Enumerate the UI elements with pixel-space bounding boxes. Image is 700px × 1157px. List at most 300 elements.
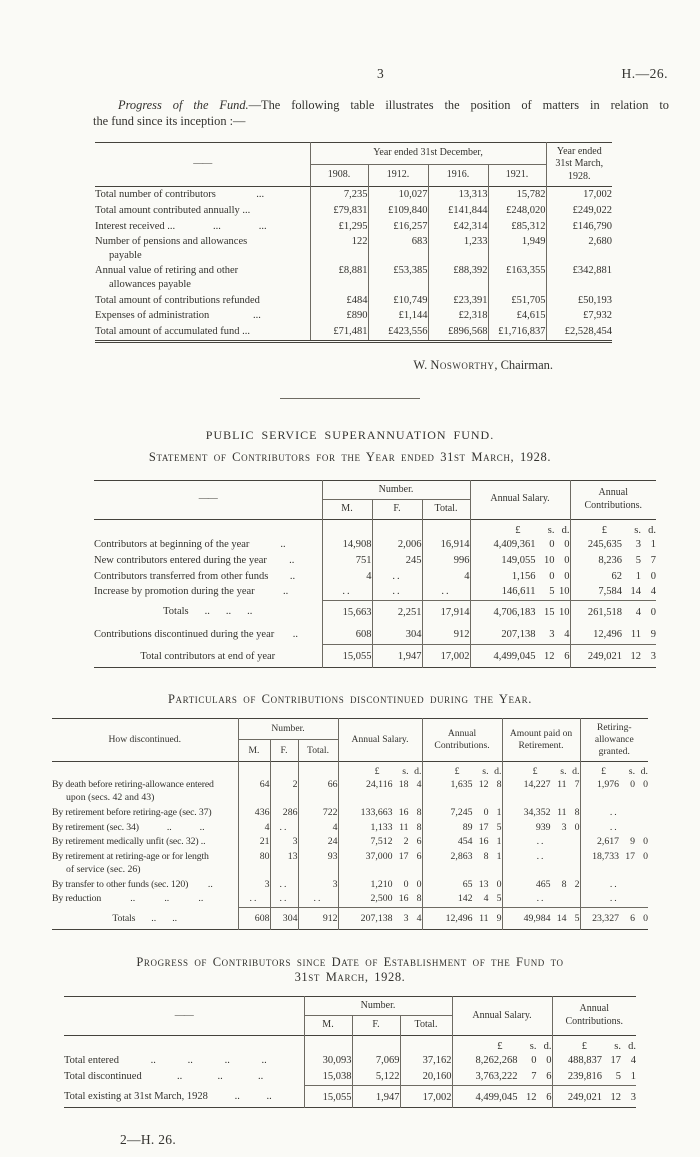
value-cell: 21 [238,835,270,850]
money-cell: 1,133 11 8 [338,821,422,836]
value-cell: 15,782 [488,187,546,203]
row-label [52,761,238,778]
value-cell: .. [372,569,422,585]
table-row [94,569,656,585]
value-cell: £10,749 [368,293,428,309]
value-cell: 20,160 [400,1069,452,1085]
year-header: 1908. [310,165,368,187]
particulars-table-header [52,718,648,761]
table-row [95,263,612,292]
row-label: Total entered .. .. .. .. [64,1053,304,1069]
money-cell: 12,496 11 9 [422,908,502,930]
value-cell: 751 [322,553,372,569]
value-cell: 5,122 [352,1069,400,1085]
money-cell: 2,500 16 8 [338,892,422,907]
dash-placeholder: —— [174,1009,193,1021]
signature-initial: W. [413,357,428,372]
value-cell: 16,914 [422,537,470,553]
table-row [52,850,648,877]
intro-line-2: the fund since its inception :— [93,114,246,129]
progress-table-body [64,1035,636,1108]
value-cell: £2,528,454 [546,324,612,341]
leader-dots: .. .. .. [204,606,253,618]
money-cell: 12,496 11 9 [570,623,656,645]
money-cell: £ s. d. [452,1035,552,1053]
value-cell: .. [298,892,338,907]
annual-contributions-header: Annual Contributions. [422,718,502,761]
statement-of-contributors-table [94,480,656,668]
table-row [95,187,612,203]
heading-progress-line1: Progress of Contributors since Date of Establishment of the Fund to [136,954,564,969]
money-cell: 4,706,183 15 10 [470,600,570,622]
value-cell: £50,193 [546,293,612,309]
row-label: Contributors transferred from other funds .. [94,569,322,585]
row-label: By retirement at retiring-age or for length of service (sec. 26) [52,851,209,875]
value-cell: 996 [422,553,470,569]
value-cell: 912 [422,623,470,645]
value-cell: 14,908 [322,537,372,553]
row-label: New contributors entered during the year .. [94,553,322,569]
leader-dots: ... [256,189,265,201]
money-cell: 207,138 3 4 [470,623,570,645]
value-cell: £163,355 [488,263,546,292]
section-divider-rule [280,398,420,399]
leader-dots: .. .. [151,912,178,924]
table-row [52,835,648,850]
table-row [52,821,648,836]
value-cell: £85,312 [488,219,546,235]
money-cell: 24,116 18 4 [338,778,422,805]
value-cell: £1,716,837 [488,324,546,341]
statement-table-header [94,480,656,519]
signature [0,358,700,373]
leader-dots: ... ... [213,220,267,232]
value-cell: £423,556 [368,324,428,341]
value-cell: .. [580,806,648,821]
value-cell: 15,055 [304,1085,352,1108]
dash-placeholder: —— [198,493,217,505]
value-cell: £342,881 [546,263,612,292]
amount-paid-header: Amount paid on Retirement. [502,718,580,761]
value-cell [304,1035,352,1053]
money-cell: 4,499,045 12 6 [470,645,570,668]
value-cell: 304 [372,623,422,645]
stub-header-dash [94,480,322,519]
row-label: Total number of contributors ... [95,187,310,203]
value-cell: 30,093 [304,1053,352,1069]
row-label: Interest received ... ... ... [95,219,310,235]
table-row [94,553,656,569]
table-row [94,584,656,600]
value-cell: 4 [322,569,372,585]
total-header: Total. [298,740,338,761]
value-cell: 1,233 [428,234,488,263]
table-row [52,806,648,821]
leader-dots: .. [282,586,289,598]
table-row [94,537,656,553]
row-label: Annual value of retiring and other allowances payable [95,265,239,291]
table-row [52,892,648,907]
leader-dots: .. .. [234,1091,272,1103]
value-cell: 122 [310,234,368,263]
value-cell: 1,947 [372,645,422,668]
heading-progress-line2: 31st March, 1928. [294,969,406,984]
value-cell: 3 [238,878,270,893]
value-cell: 15,055 [322,645,372,668]
fund-progress-table [95,142,612,343]
currency-header-row [52,761,648,778]
money-cell: £ s. d. [502,761,580,778]
money-cell: £ s. d. [338,761,422,778]
value-cell: 608 [322,623,372,645]
value-cell: £42,314 [428,219,488,235]
value-cell: 4 [298,821,338,836]
money-cell: £ s. d. [580,761,648,778]
annual-salary-header: Annual Salary. [452,996,552,1035]
money-cell: 1,210 0 0 [338,878,422,893]
leader-dots: .. .. .. [176,1071,264,1083]
money-cell: 8,262,268 0 0 [452,1053,552,1069]
value-cell: 3 [298,878,338,893]
fund-table-body [95,187,612,341]
stub-header-dash [95,142,310,187]
value-cell: £249,022 [546,203,612,219]
money-cell: 488,837 17 4 [552,1053,636,1069]
total-header: Total. [400,1016,452,1036]
year-header: 1912. [368,165,428,187]
value-cell: 2,006 [372,537,422,553]
money-cell: 207,138 3 4 [338,908,422,930]
page-header [0,66,700,84]
value-cell: .. [372,584,422,600]
table-row [52,778,648,805]
value-cell: .. [422,584,470,600]
value-cell: .. [270,821,298,836]
money-cell: 1,976 0 0 [580,778,648,805]
value-cell: 2 [270,778,298,805]
value-cell: 13 [270,850,298,877]
money-cell: 7,584 14 4 [570,584,656,600]
value-cell: 7,235 [310,187,368,203]
table-row [64,1069,636,1085]
intro-lead-italic: Progress of the Fund. [118,98,249,112]
value-cell: £2,318 [428,308,488,324]
leader-dots: .. .. .. .. [150,1055,267,1067]
value-cell: 683 [368,234,428,263]
heading-progress [0,955,700,985]
row-label: By transfer to other funds (sec. 120) .. [52,878,238,893]
money-cell: 7,245 0 1 [422,806,502,821]
year-1928-header: Year ended 31st March, 1928. [546,142,612,187]
value-cell: 1,947 [352,1085,400,1108]
value-cell: .. [270,878,298,893]
particulars-discontinued-table [52,718,648,930]
row-label [64,1035,304,1053]
money-cell: £ s. d. [570,519,656,537]
row-label: Contributions discontinued during the year .. [94,623,322,645]
table-row [95,293,612,309]
value-cell: 17,002 [422,645,470,668]
value-cell: 24 [298,835,338,850]
value-cell [270,761,298,778]
value-cell: 66 [298,778,338,805]
value-cell: £71,481 [310,324,368,341]
value-cell: 4 [238,821,270,836]
value-cell: 2,680 [546,234,612,263]
value-cell: 304 [270,908,298,930]
row-label: Total contributors at end of year [140,650,276,662]
value-cell [322,519,372,537]
fund-table-header [95,142,612,187]
leader-dots: .. [289,570,296,582]
row-label: Number of pensions and allowances payable [95,236,248,261]
intro-line-1 [93,97,669,113]
annual-contributions-header: Annual Contributions. [570,480,656,519]
leader-dots: .. [207,878,213,890]
table-row [95,219,612,235]
statement-table-body [94,519,656,667]
value-cell [352,1035,400,1053]
money-cell: 939 3 0 [502,821,580,836]
money-cell: 142 4 5 [422,892,502,907]
currency-header-row [94,519,656,537]
table-row [95,324,612,341]
table-row [52,908,648,930]
progress-since-establishment-table [64,996,636,1109]
retiring-allowance-header: Retiring-allowance granted. [580,718,648,761]
document-reference: H.—26. [621,66,668,81]
signature-suffix: , Chairman. [494,357,553,372]
value-cell: 2,251 [372,600,422,622]
intro-line1-rest: —The following table illustrates the position of matters in relation to [248,98,669,112]
value-cell: £484 [310,293,368,309]
leader-dots: ... [252,310,261,322]
value-cell: £8,881 [310,263,368,292]
leader-dots: .. .. [166,821,205,833]
money-cell: £ s. d. [470,519,570,537]
value-cell: 17,002 [400,1085,452,1108]
row-label [94,519,322,537]
value-cell: 4 [422,569,470,585]
row-label: Total amount contributed annually ... [95,204,251,216]
intro-paragraph [93,97,669,130]
value-cell: 286 [270,806,298,821]
table-row [52,878,648,893]
number-group-header: Number. [238,718,338,739]
value-cell: £109,840 [368,203,428,219]
annual-contributions-header: Annual Contributions. [552,996,636,1035]
value-cell: £79,831 [310,203,368,219]
year-group-header: Year ended 31st December, [310,142,546,164]
table-row [94,600,656,622]
money-cell: 3,763,222 7 6 [452,1069,552,1085]
money-cell: 149,055 10 0 [470,553,570,569]
annual-salary-header: Annual Salary. [338,718,422,761]
row-label: Expenses of administration ... [95,308,310,324]
money-cell: 89 17 5 [422,821,502,836]
stub-header-dash [64,996,304,1035]
value-cell: £890 [310,308,368,324]
value-cell: 15,663 [322,600,372,622]
money-cell: 62 1 0 [570,569,656,585]
currency-header-row [64,1035,636,1053]
value-cell: £248,020 [488,203,546,219]
value-cell: .. [580,878,648,893]
money-cell: 65 13 0 [422,878,502,893]
table-row [95,234,612,263]
value-cell: .. [502,892,580,907]
money-cell: 4,409,361 0 0 [470,537,570,553]
money-cell: 1,156 0 0 [470,569,570,585]
row-label: By reduction .. .. .. [52,892,238,907]
female-header: F. [270,740,298,761]
money-cell: £ s. d. [552,1035,636,1053]
value-cell: .. [238,892,270,907]
value-cell: £23,391 [428,293,488,309]
value-cell: 608 [238,908,270,930]
value-cell: £1,144 [368,308,428,324]
signature-surname: Nosworthy [430,357,495,372]
table-row [95,203,612,219]
money-cell: 7,512 2 6 [338,835,422,850]
row-label: Total amount of accumulated fund ... [95,326,250,338]
value-cell: 15,038 [304,1069,352,1085]
male-header: M. [304,1016,352,1036]
value-cell: 1,949 [488,234,546,263]
value-cell: 17,002 [546,187,612,203]
heading-particulars: Particulars of Contributions discontinued during the Year. [168,691,532,706]
money-cell: 454 16 1 [422,835,502,850]
leader-dots: .. .. .. [130,893,204,905]
table-row [94,623,656,645]
value-cell: .. [580,892,648,907]
money-cell: 37,000 17 6 [338,850,422,877]
row-label: Contributors at beginning of the year .. [94,537,322,553]
row-label: By retirement medically unfit (sec. 32) .. [52,836,206,848]
value-cell: .. [580,821,648,836]
money-cell: 245,635 3 1 [570,537,656,553]
row-label: By retirement (sec. 34) .. .. [52,821,238,836]
value-cell [238,761,270,778]
row-label: Totals .. .. .. [163,606,253,618]
money-cell: 23,327 6 0 [580,908,648,930]
year-header: 1916. [428,165,488,187]
table-row [64,1085,636,1108]
money-cell: 2,617 9 0 [580,835,648,850]
female-header: F. [372,500,422,520]
value-cell: £51,705 [488,293,546,309]
value-cell: 3 [270,835,298,850]
table-row [94,645,656,668]
value-cell: £1,295 [310,219,368,235]
value-cell: £141,844 [428,203,488,219]
progress-table-header [64,996,636,1035]
value-cell [400,1035,452,1053]
money-cell: £ s. d. [422,761,502,778]
money-cell: 465 8 2 [502,878,580,893]
row-label: Increase by promotion during the year .. [94,584,322,600]
money-cell: 18,733 17 0 [580,850,648,877]
value-cell: 245 [372,553,422,569]
row-label: Totals .. .. [112,912,178,924]
row-label: Total amount of contributions refunded [95,294,260,306]
particulars-table-body [52,761,648,929]
page-number: 3 [377,66,384,81]
table-row [64,1053,636,1069]
male-header: M. [238,740,270,761]
value-cell: 13,313 [428,187,488,203]
money-cell: 249,021 12 3 [570,645,656,668]
male-header: M. [322,500,372,520]
page-footer-reference: 2—H. 26. [120,1132,177,1148]
year-header: 1921. [488,165,546,187]
money-cell: 34,352 11 8 [502,806,580,821]
money-cell: 4,499,045 12 6 [452,1085,552,1108]
table-row [95,308,612,324]
value-cell: 436 [238,806,270,821]
value-cell: £7,932 [546,308,612,324]
value-cell: £4,615 [488,308,546,324]
money-cell: 8,236 5 7 [570,553,656,569]
leader-dots: .. [289,554,295,566]
value-cell: 722 [298,806,338,821]
money-cell: 49,984 14 5 [502,908,580,930]
value-cell: 37,162 [400,1053,452,1069]
value-cell: 10,027 [368,187,428,203]
value-cell: 7,069 [352,1053,400,1069]
value-cell: 64 [238,778,270,805]
money-cell: 133,663 16 8 [338,806,422,821]
value-cell: £88,392 [428,263,488,292]
how-discontinued-header: How discontinued. [108,733,181,745]
value-cell: .. [502,850,580,877]
value-cell: £146,790 [546,219,612,235]
money-cell: 239,816 5 1 [552,1069,636,1085]
value-cell: .. [502,835,580,850]
money-cell: 146,611 5 10 [470,584,570,600]
heading-statement: Statement of Contributors for the Year ended 31st March, 1928. [148,449,552,464]
total-header: Total. [422,500,470,520]
female-header: F. [352,1016,400,1036]
value-cell: £896,568 [428,324,488,341]
money-cell: 2,863 8 1 [422,850,502,877]
row-label: Total discontinued .. .. .. [64,1069,304,1085]
money-cell: 261,518 4 0 [570,600,656,622]
money-cell: 1,635 12 8 [422,778,502,805]
value-cell: 17,914 [422,600,470,622]
leader-dots: .. [292,628,298,640]
leader-dots: .. [280,539,286,551]
value-cell [372,519,422,537]
value-cell: .. [270,892,298,907]
value-cell: 912 [298,908,338,930]
number-group-header: Number. [322,480,470,500]
heading-fund: PUBLIC SERVICE SUPERANNUATION FUND. [205,427,495,442]
value-cell [422,519,470,537]
row-label: Total existing at 31st March, 1928 .. .. [64,1085,304,1108]
value-cell [298,761,338,778]
value-cell: .. [322,584,372,600]
value-cell: 80 [238,850,270,877]
value-cell: £16,257 [368,219,428,235]
row-label: By death before retiring-allowance entered upon (secs. 42 and 43) [52,779,214,804]
row-label: By retirement before retiring-age (sec. 37) [52,806,212,818]
annual-salary-header: Annual Salary. [470,480,570,519]
value-cell: 93 [298,850,338,877]
number-group-header: Number. [304,996,452,1016]
dash-placeholder: —— [193,158,212,170]
value-cell: £53,385 [368,263,428,292]
